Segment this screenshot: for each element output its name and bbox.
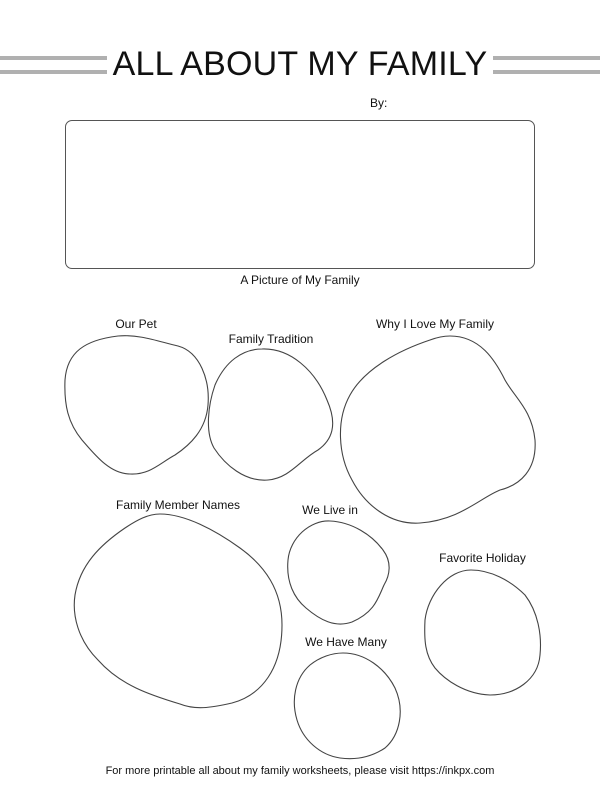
picture-caption: A Picture of My Family: [240, 273, 360, 287]
our-pet-label: Our Pet: [115, 317, 157, 331]
family-tradition-box[interactable]: [208, 349, 332, 480]
favorite-holiday-box[interactable]: [425, 570, 541, 695]
we-have-many-label: We Have Many: [305, 635, 387, 649]
we-live-in-box[interactable]: [288, 521, 389, 624]
we-live-in-label: We Live in: [302, 503, 358, 517]
our-pet-box[interactable]: [65, 336, 208, 474]
why-i-love-box[interactable]: [340, 336, 535, 523]
family-tradition-label: Family Tradition: [228, 332, 314, 346]
family-member-names-label: Family Member Names: [115, 498, 241, 512]
we-have-many-box[interactable]: [294, 653, 400, 759]
family-member-names-box[interactable]: [74, 514, 282, 708]
by-label: By:: [370, 96, 388, 110]
favorite-holiday-label: Favorite Holiday: [439, 551, 526, 565]
why-i-love-label: Why I Love My Family: [375, 317, 495, 331]
page-title-text: ALL ABOUT MY FAMILY: [107, 45, 494, 83]
footer-note: For more printable all about my family worksheets, please visit https://inkpx.com: [105, 765, 495, 777]
